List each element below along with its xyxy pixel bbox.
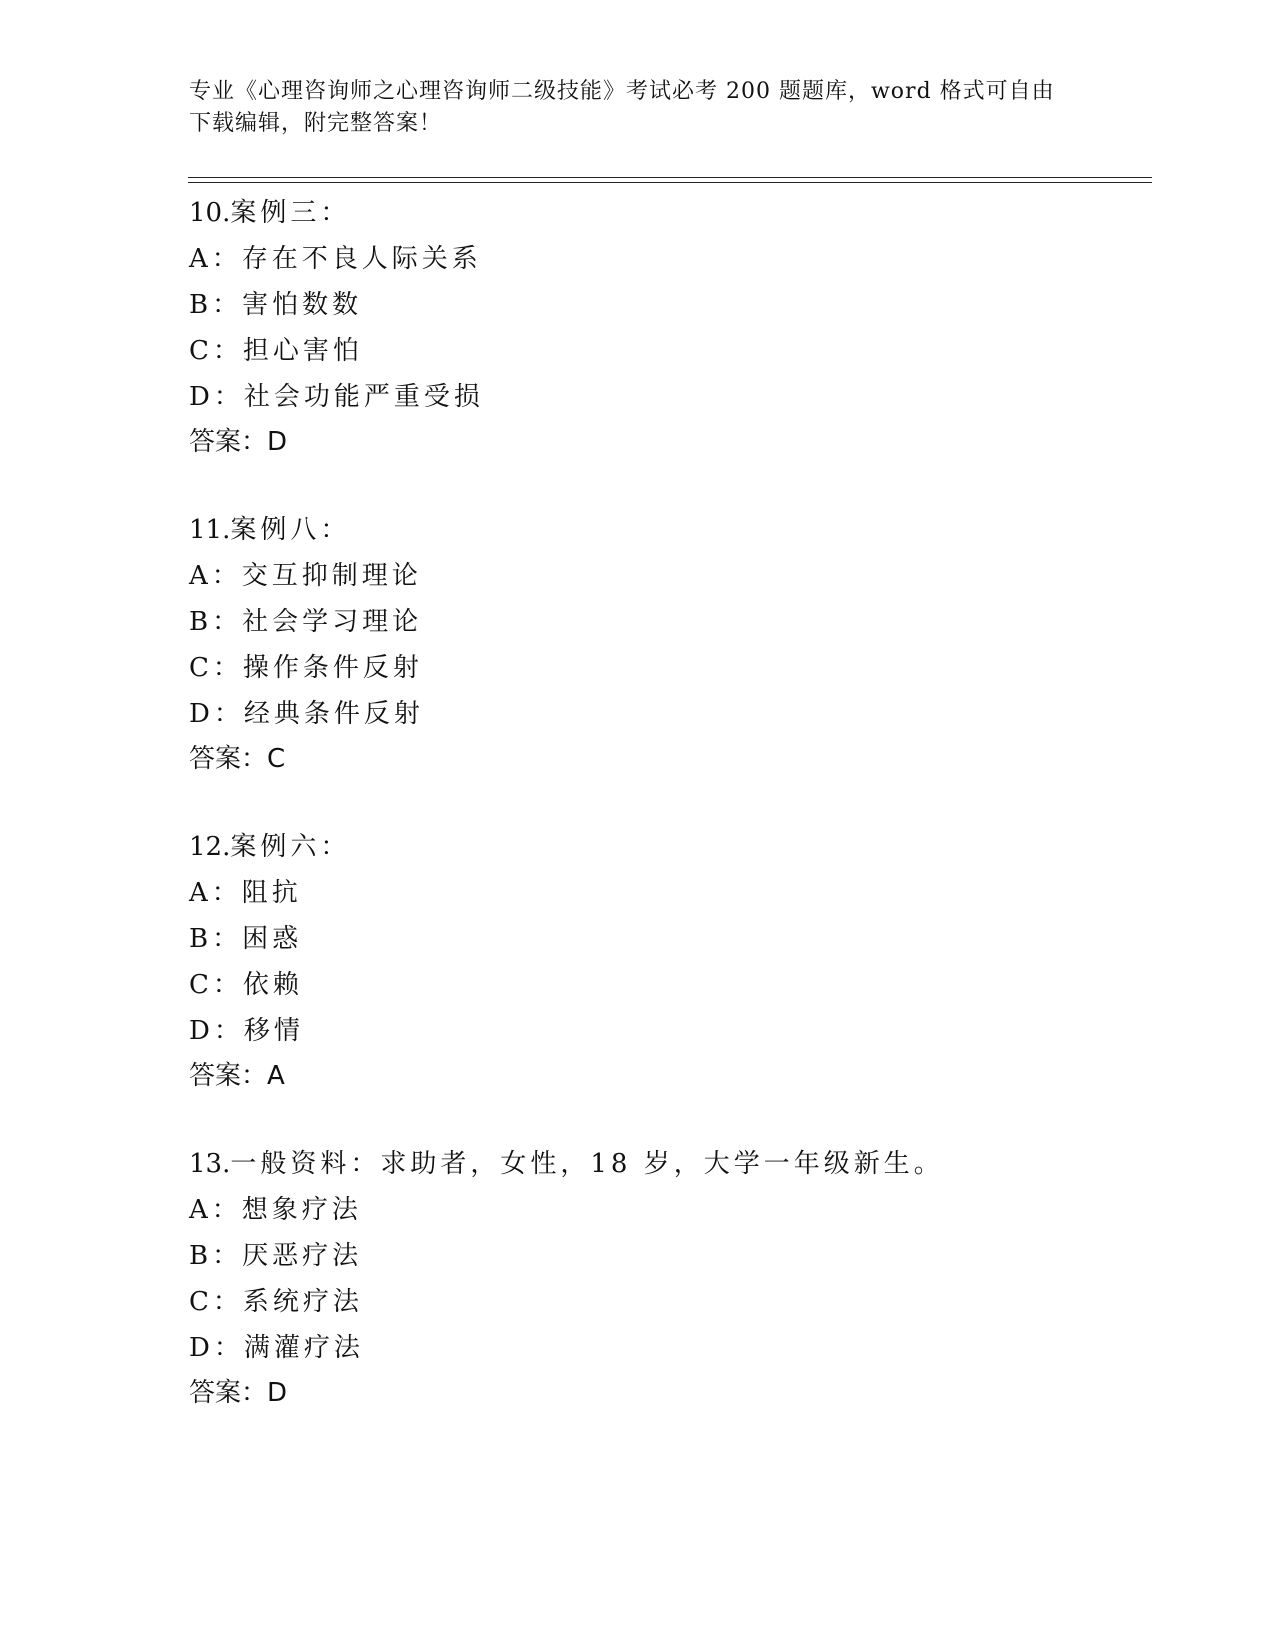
question-text: 案例六：: [230, 832, 351, 862]
option-a: [189, 870, 1149, 916]
answer-line: 答案：A: [189, 1061, 285, 1091]
option-label: C：: [189, 970, 243, 1000]
question-stem: [189, 824, 1149, 870]
answer-line: 答案：C: [189, 744, 286, 774]
question-stem: [189, 190, 1149, 236]
question-text: 一般资料：求助者，女性，18 岁，大学一年级新生。: [230, 1149, 944, 1179]
option-text: 移情: [243, 1016, 304, 1046]
option-text: 操作条件反射: [242, 653, 423, 683]
option-label: A：: [189, 244, 242, 274]
option-text: 阻抗: [241, 878, 302, 908]
question-stem: [189, 507, 1149, 553]
option-d: [189, 1325, 1149, 1371]
option-c: [189, 645, 1149, 691]
option-text: 交互抑制理论: [241, 561, 422, 591]
option-d: [189, 691, 1149, 737]
option-label: B：: [189, 290, 243, 320]
option-text: 害怕数数: [242, 290, 363, 320]
option-a: [189, 236, 1149, 282]
option-text: 社会学习理论: [242, 607, 423, 637]
option-label: D：: [189, 1333, 244, 1363]
option-label: A：: [189, 878, 242, 908]
option-text: 经典条件反射: [243, 699, 424, 729]
option-b: [189, 916, 1149, 962]
question-block-10: [189, 190, 1149, 464]
option-text: 存在不良人际关系: [241, 244, 482, 274]
question-text: 案例八：: [230, 515, 351, 545]
option-text: 满灌疗法: [243, 1333, 364, 1363]
option-label: C：: [189, 653, 243, 683]
option-label: D：: [189, 699, 244, 729]
option-label: B：: [189, 1241, 243, 1271]
header-rule-top: [188, 177, 1152, 178]
option-c: [189, 962, 1149, 1008]
question-block-13: [189, 1141, 1149, 1415]
question-block-11: [189, 507, 1149, 781]
option-b: [189, 1233, 1149, 1279]
option-label: A：: [189, 561, 242, 591]
option-label: A：: [189, 1195, 242, 1225]
option-text: 想象疗法: [241, 1195, 362, 1225]
option-label: D：: [189, 1016, 244, 1046]
option-label: C：: [189, 1287, 243, 1317]
option-d: [189, 374, 1149, 420]
answer-line: 答案：D: [189, 1378, 288, 1408]
question-number: 13.: [189, 1149, 231, 1179]
question-number: 10.: [189, 198, 231, 228]
option-d: [189, 1008, 1149, 1054]
question-number: 12.: [189, 832, 231, 862]
option-text: 依赖: [242, 970, 303, 1000]
question-text: 案例三：: [230, 198, 351, 228]
option-label: D：: [189, 382, 244, 412]
option-text: 厌恶疗法: [242, 1241, 363, 1271]
option-text: 担心害怕: [242, 336, 363, 366]
option-a: [189, 1187, 1149, 1233]
question-list: [189, 190, 1149, 1458]
question-stem: [189, 1141, 1149, 1187]
option-c: [189, 328, 1149, 374]
option-b: [189, 599, 1149, 645]
question-block-12: [189, 824, 1149, 1098]
option-text: 困惑: [242, 924, 303, 954]
option-label: C：: [189, 336, 243, 366]
answer-line: 答案：D: [189, 427, 288, 457]
option-label: B：: [189, 607, 243, 637]
option-text: 社会功能严重受损: [243, 382, 484, 412]
option-label: B：: [189, 924, 243, 954]
option-text: 系统疗法: [242, 1287, 363, 1317]
header-rule-bottom: [188, 182, 1152, 183]
document-header: 专业《心理咨询师之心理咨询师二级技能》考试必考 200 题题库，word 格式可自由下载编辑，附完整答案！: [189, 79, 1055, 136]
question-number: 11.: [189, 515, 231, 545]
option-c: [189, 1279, 1149, 1325]
option-b: [189, 282, 1149, 328]
option-a: [189, 553, 1149, 599]
